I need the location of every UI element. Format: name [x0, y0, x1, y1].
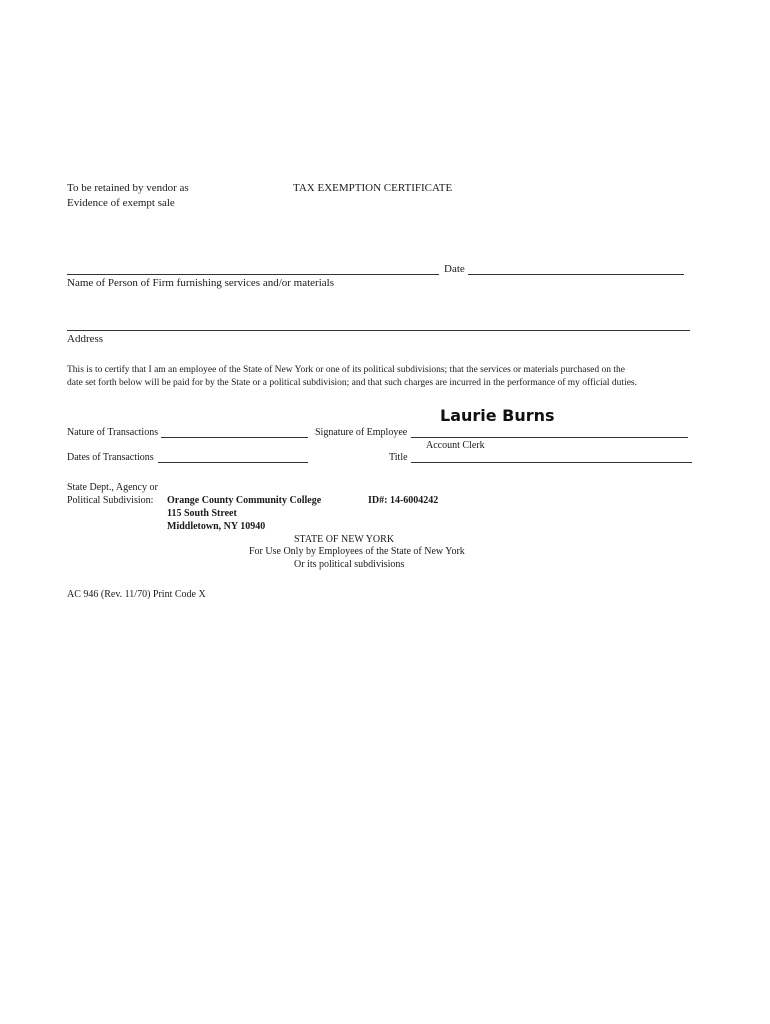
nature-of-transactions-line[interactable]: [161, 437, 308, 438]
address-line[interactable]: [67, 330, 690, 331]
date-label: Date: [444, 263, 465, 275]
use-only-note: For Use Only by Employees of the State of New York: [249, 546, 465, 557]
signature-line[interactable]: [411, 437, 688, 438]
document-title: TAX EXEMPTION CERTIFICATE: [293, 182, 453, 194]
agency-city: Middletown, NY 10940: [167, 521, 266, 532]
title-line[interactable]: [411, 462, 692, 463]
form-code: AC 946 (Rev. 11/70) Print Code X: [67, 589, 206, 600]
title-label: Title: [389, 452, 408, 463]
agency-id: ID#: 14-6004242: [368, 495, 439, 506]
address-label: Address: [67, 333, 104, 345]
subdivisions-note: Or its political subdivisions: [294, 559, 405, 570]
signature-label: Signature of Employee: [315, 427, 408, 438]
retain-note-line1: To be retained by vendor as: [67, 182, 189, 194]
dates-of-transactions-label: Dates of Transactions: [67, 452, 154, 463]
agency-label-line1: State Dept., Agency or: [67, 482, 158, 493]
certification-line1: This is to certify that I am an employee of the State of New York or one of its political subdivisions; that the services or materials purchased on the: [67, 365, 625, 375]
certification-line2: date set forth below will be paid for by the State or a political subdivision; and that such charges are incurred in the performance of my official duties.: [67, 378, 638, 388]
dates-of-transactions-line[interactable]: [158, 462, 308, 463]
nature-of-transactions-label: Nature of Transactions: [67, 427, 159, 438]
agency-name: Orange County Community College: [167, 495, 322, 506]
date-line[interactable]: [468, 274, 684, 275]
employee-title-value: Account Clerk: [426, 440, 485, 451]
agency-label-line2: Political Subdivision:: [67, 495, 154, 506]
retain-note-line2: Evidence of exempt sale: [67, 197, 175, 209]
employee-signature: Laurie Burns: [440, 406, 555, 425]
vendor-name-label: Name of Person of Firm furnishing services and/or materials: [67, 277, 334, 289]
agency-street: 115 South Street: [167, 508, 237, 519]
vendor-name-line[interactable]: [67, 274, 439, 275]
state-heading: STATE OF NEW YORK: [294, 534, 395, 545]
